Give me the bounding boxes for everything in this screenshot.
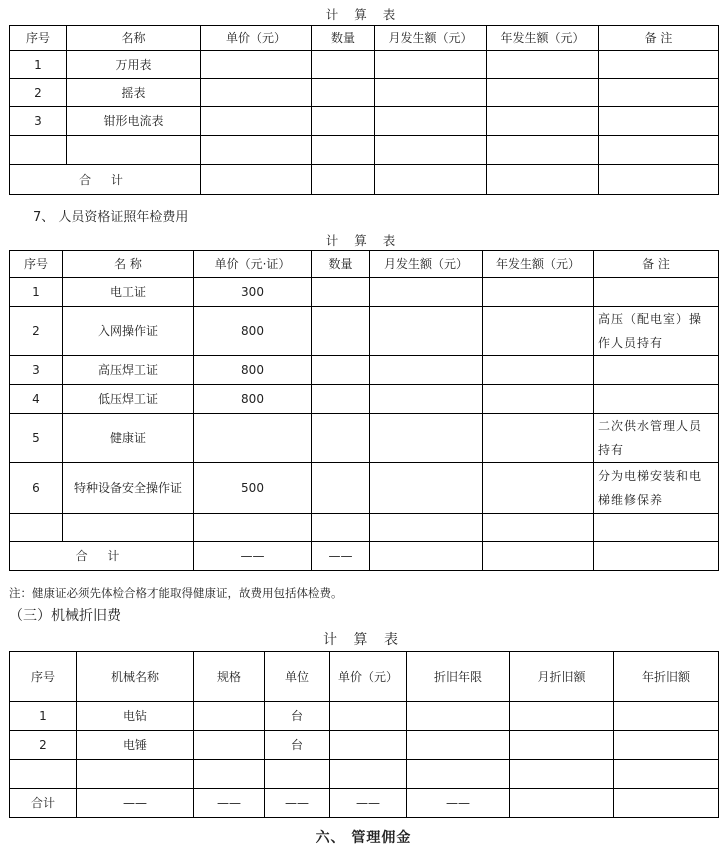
table-cell	[201, 107, 312, 136]
table-cell	[614, 789, 719, 818]
table-cell: 电工证	[63, 278, 194, 307]
section-3-heading: （三）机械折旧费	[9, 608, 121, 624]
table-cell: 高压焊工证	[63, 356, 194, 385]
table-cell	[370, 307, 483, 356]
table-cell: ——	[77, 789, 194, 818]
table-row	[10, 414, 719, 463]
table-cell	[407, 760, 510, 789]
total-label: 合 计	[10, 165, 201, 195]
table-cell	[599, 79, 719, 107]
table1-header: 月发生额（元）	[375, 26, 487, 51]
table-cell	[483, 356, 594, 385]
table-cell	[487, 79, 599, 107]
table-cell	[375, 136, 487, 165]
table-cell: 3	[10, 107, 67, 136]
section-6-heading: 六、 管理佣金	[315, 830, 412, 846]
table2-header: 月发生额（元）	[370, 251, 483, 278]
table-cell	[312, 307, 370, 356]
table1-total-row	[10, 165, 719, 195]
table-cell	[407, 731, 510, 760]
table-cell	[375, 107, 487, 136]
table-cell	[312, 414, 370, 463]
table1-header: 名称	[67, 26, 201, 51]
table-cell: ——	[194, 789, 265, 818]
remark-cell: 二次供水管理人员持有	[594, 414, 719, 463]
total-qty: ——	[312, 542, 370, 571]
table-cell	[312, 463, 370, 514]
table3-header: 月折旧额	[510, 652, 614, 702]
table-cell	[594, 356, 719, 385]
table-cell	[483, 278, 594, 307]
table-cell: 摇表	[67, 79, 201, 107]
table-cell	[510, 760, 614, 789]
table-row	[10, 463, 719, 514]
table-cell	[194, 731, 265, 760]
table-cell: 1	[10, 702, 77, 731]
table-cell	[370, 278, 483, 307]
table3-title: 计 算 表	[323, 632, 404, 648]
table-cell	[201, 51, 312, 79]
table-cell	[194, 702, 265, 731]
table-cell	[487, 136, 599, 165]
table-cell	[594, 385, 719, 414]
table-cell	[483, 542, 594, 571]
table2-header: 序号	[10, 251, 63, 278]
table2-header-row	[10, 251, 719, 278]
table-cell	[312, 51, 375, 79]
table-cell	[510, 731, 614, 760]
table-cell	[483, 414, 594, 463]
table-cell	[312, 385, 370, 414]
table-cell	[370, 514, 483, 542]
total-label: 合计	[10, 789, 77, 818]
table-cell	[487, 107, 599, 136]
table-cell	[594, 278, 719, 307]
table-row	[10, 136, 719, 165]
table-cell: 低压焊工证	[63, 385, 194, 414]
table-row	[10, 79, 719, 107]
table-cell	[370, 356, 483, 385]
table-cell	[77, 760, 194, 789]
table-cell	[10, 760, 77, 789]
table-cell	[312, 107, 375, 136]
table-row	[10, 760, 719, 789]
table-row	[10, 385, 719, 414]
table-cell	[63, 514, 194, 542]
table1-header: 数量	[312, 26, 375, 51]
table-cell: 1	[10, 51, 67, 79]
table3-header: 单位	[265, 652, 330, 702]
table-cell	[312, 79, 375, 107]
table-cell: 钳形电流表	[67, 107, 201, 136]
table-cell	[194, 760, 265, 789]
table-cell: 5	[10, 414, 63, 463]
table2-header: 单价（元·证）	[194, 251, 312, 278]
table-cell	[312, 165, 375, 195]
table-row	[10, 278, 719, 307]
table1-header: 年发生额（元）	[487, 26, 599, 51]
remark-cell: 分为电梯安装和电梯维修保养	[594, 463, 719, 514]
table-cell	[265, 760, 330, 789]
total-price: ——	[194, 542, 312, 571]
table2-header: 备 注	[594, 251, 719, 278]
table3-total-row	[10, 789, 719, 818]
table2-header: 名 称	[63, 251, 194, 278]
table-cell: 800	[194, 356, 312, 385]
table-cell	[614, 760, 719, 789]
table-cell	[194, 414, 312, 463]
table-cell	[375, 165, 487, 195]
table-row	[10, 51, 719, 79]
table-row	[10, 307, 719, 356]
table2-title: 计 算 表	[325, 233, 402, 248]
table-row	[10, 107, 719, 136]
table-cell	[599, 107, 719, 136]
table-cell: 500	[194, 463, 312, 514]
table-cell	[594, 514, 719, 542]
table-cell: 健康证	[63, 414, 194, 463]
table-cell: 2	[10, 79, 67, 107]
table-cell: 6	[10, 463, 63, 514]
table-cell	[375, 79, 487, 107]
table-row	[10, 731, 719, 760]
table-cell	[487, 51, 599, 79]
table-cell	[370, 463, 483, 514]
table-cell	[599, 165, 719, 195]
table-cell	[312, 278, 370, 307]
table-cell	[330, 702, 407, 731]
table-cell	[370, 542, 483, 571]
table-cell: 800	[194, 307, 312, 356]
table-cell	[510, 789, 614, 818]
table-cell	[510, 702, 614, 731]
table-cell: 1	[10, 278, 63, 307]
table3-header: 序号	[10, 652, 77, 702]
table-cell: 电钻	[77, 702, 194, 731]
table2-header: 年发生额（元）	[483, 251, 594, 278]
table-cell	[487, 165, 599, 195]
table-cell: ——	[407, 789, 510, 818]
table-cell: 台	[265, 731, 330, 760]
table-cell	[312, 356, 370, 385]
table-cell	[614, 702, 719, 731]
table2-header: 数量	[312, 251, 370, 278]
table-cell	[375, 51, 487, 79]
table-cell	[201, 165, 312, 195]
table3-header: 规格	[194, 652, 265, 702]
table-cell: 4	[10, 385, 63, 414]
table-cell	[312, 514, 370, 542]
table-cell	[10, 514, 63, 542]
table-cell: 特种设备安全操作证	[63, 463, 194, 514]
table-cell	[483, 463, 594, 514]
table-cell	[67, 136, 201, 165]
table-cell: 300	[194, 278, 312, 307]
health-cert-note: 注：健康证必须先体检合格才能取得健康证，故费用包括体检费。	[9, 586, 343, 600]
table-cell: 2	[10, 307, 63, 356]
table3-header: 折旧年限	[407, 652, 510, 702]
table-cell	[10, 136, 67, 165]
table2-total-row	[10, 542, 719, 571]
table-cell: 800	[194, 385, 312, 414]
table1	[9, 25, 719, 195]
table-cell: 3	[10, 356, 63, 385]
table-cell	[483, 385, 594, 414]
table1-header: 备 注	[599, 26, 719, 51]
table-cell: 入网操作证	[63, 307, 194, 356]
table-cell	[194, 514, 312, 542]
table-cell	[330, 731, 407, 760]
table-cell	[614, 731, 719, 760]
table-cell	[599, 51, 719, 79]
table3	[9, 651, 719, 818]
total-label: 合 计	[10, 542, 194, 571]
table-cell: 2	[10, 731, 77, 760]
table-row	[10, 356, 719, 385]
table1-title: 计 算 表	[325, 7, 402, 22]
table-cell	[483, 514, 594, 542]
table-row	[10, 702, 719, 731]
table-cell	[312, 136, 375, 165]
table-cell: ——	[330, 789, 407, 818]
table3-header: 单价（元）	[330, 652, 407, 702]
table-cell	[201, 136, 312, 165]
table2	[9, 250, 719, 571]
table-cell	[201, 79, 312, 107]
section-7-heading: 7、 人员资格证照年检费用	[33, 210, 189, 225]
table3-header: 年折旧额	[614, 652, 719, 702]
table-cell	[483, 307, 594, 356]
table-cell	[594, 542, 719, 571]
table-row	[10, 514, 719, 542]
table-cell: 电锤	[77, 731, 194, 760]
table3-header-row	[10, 652, 719, 702]
table-cell: 台	[265, 702, 330, 731]
table-cell	[370, 385, 483, 414]
table-cell: ——	[265, 789, 330, 818]
table3-header: 机械名称	[77, 652, 194, 702]
table1-header: 单价（元）	[201, 26, 312, 51]
table1-header-row	[10, 26, 719, 51]
remark-cell: 高压（配电室）操作人员持有	[594, 307, 719, 356]
table-cell	[370, 414, 483, 463]
table-cell: 万用表	[67, 51, 201, 79]
table-cell	[330, 760, 407, 789]
table-cell	[599, 136, 719, 165]
table1-header: 序号	[10, 26, 67, 51]
table-cell	[407, 702, 510, 731]
